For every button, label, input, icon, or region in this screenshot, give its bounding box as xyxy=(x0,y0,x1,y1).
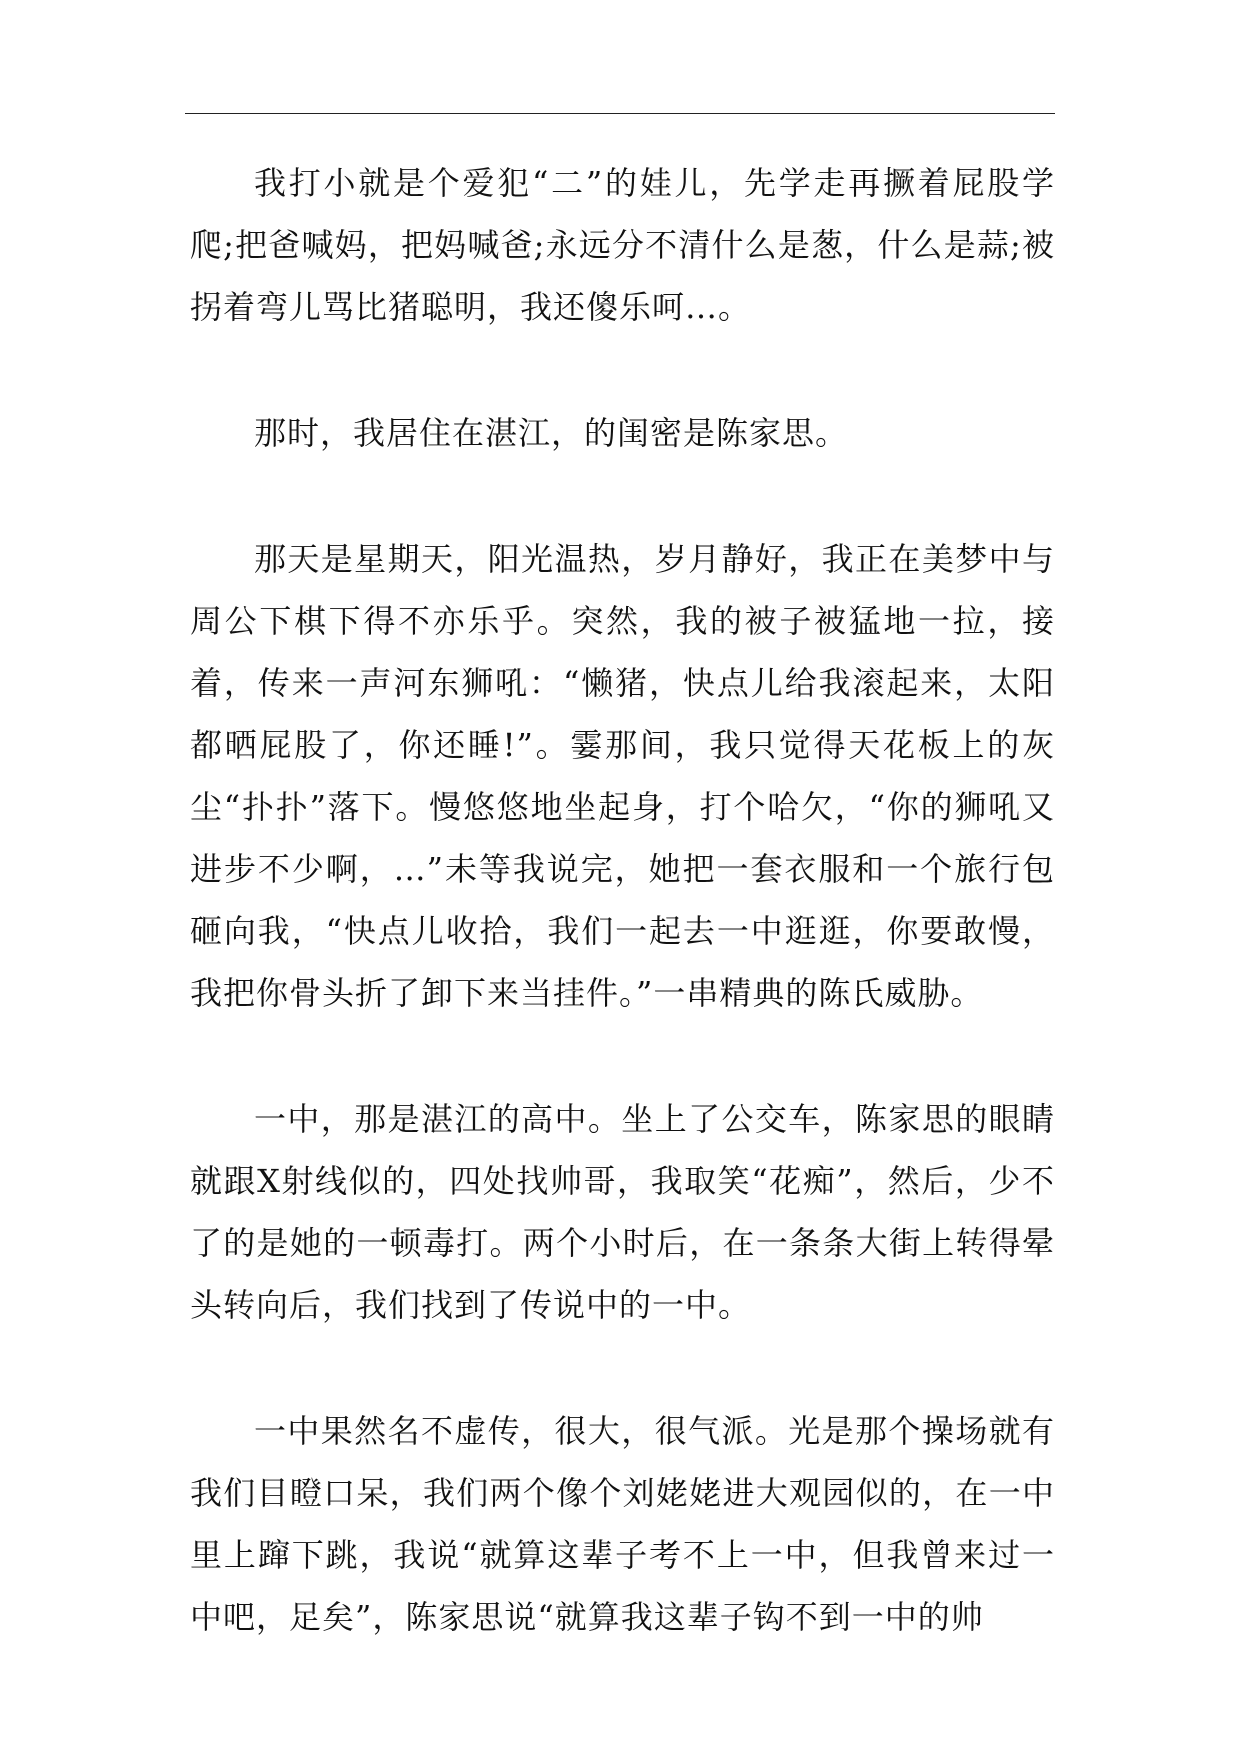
paragraph: 我打小就是个爱犯“二”的娃儿，先学走再撅着屁股学爬;把爸喊妈，把妈喊爸;永远分不清什么是葱，什么是蒜;被拐着弯儿骂比猪聪明，我还傻乐呵…。 xyxy=(190,164,1055,326)
document-body xyxy=(190,152,1055,1712)
paragraph: 一中果然名不虚传，很大，很气派。光是那个操场就有我们目瞪口呆，我们两个像个刘姥姥进大观园似的，在一中里上蹿下跳，我说“就算这辈子考不上一中，但我曾来过一中吧，足矣”，陈家思说“就算我这辈子钩不到一中的帅 xyxy=(190,1412,1055,1636)
paragraph: 那天是星期天，阳光温热，岁月静好，我正在美梦中与周公下棋下得不亦乐乎。突然，我的被子被猛地一拉，接着，传来一声河东狮吼：“懒猪，快点儿给我滚起来，太阳都晒屁股了，你还睡!”。霎那间，我只觉得天花板上的灰尘“扑扑”落下。慢悠悠地坐起身，打个哈欠，“你的狮吼又进步不少啊，…”未等我说完，她把一套衣服和一个旅行包砸向我，“快点儿收拾，我们一起去一中逛逛，你要敢慢，我把你骨头折了卸下来当挂件。”一串精典的陈氏威胁。 xyxy=(190,540,1055,1012)
paragraph: 那时，我居住在湛江，的闺密是陈家思。 xyxy=(254,414,849,452)
paragraph: 一中，那是湛江的高中。坐上了公交车，陈家思的眼睛就跟X射线似的，四处找帅哥，我取笑“花痴”，然后，少不了的是她的一顿毒打。两个小时后，在一条条大街上转得晕头转向后，我们找到了传说中的一中。 xyxy=(190,1100,1055,1324)
header-divider xyxy=(185,113,1055,114)
